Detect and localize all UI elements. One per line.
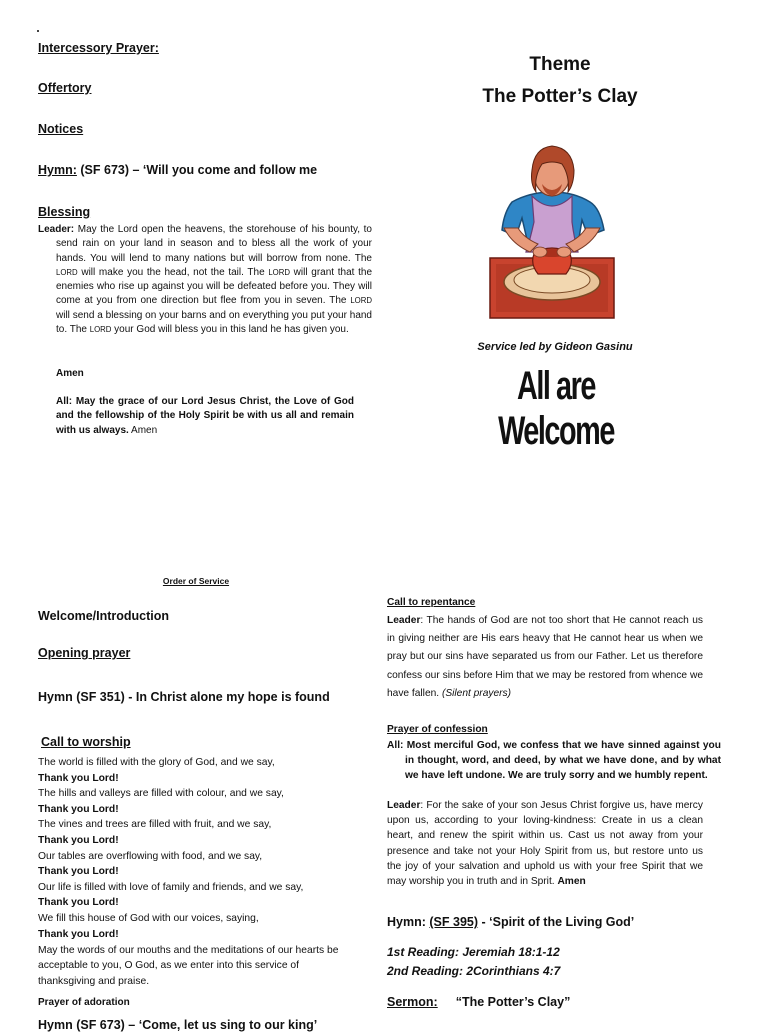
call-line: The world is filled with the glory of God, and we say,: [38, 757, 275, 768]
response-line: Thank you Lord!: [38, 866, 119, 878]
potter-illustration-icon: [482, 140, 622, 322]
call-to-worship-responses: [38, 755, 348, 942]
notices-heading: Notices: [38, 122, 84, 136]
leader-text: will make you the head, not the tail. The: [77, 266, 269, 278]
hymn-351-line: Hymn (SF 351) - In Christ alone my hope is found: [38, 690, 330, 704]
prayer-of-adoration-heading: Prayer of adoration: [38, 997, 130, 1008]
all-label: All:: [387, 740, 404, 751]
response-line: Thank you Lord!: [38, 897, 119, 909]
opening-prayer-heading: Opening prayer: [38, 646, 131, 660]
silent-prayers: (Silent prayers): [441, 687, 512, 699]
sermon-line: [387, 995, 570, 1009]
all-label: All:: [56, 396, 73, 407]
offertory-heading: Offertory: [38, 81, 92, 95]
confession-all-paragraph: [387, 738, 721, 784]
response-line: Thank you Lord!: [38, 928, 119, 940]
repentance-paragraph: [387, 612, 703, 703]
hymn-label: Hymn:: [38, 163, 77, 177]
leader-text: May the Lord open the heavens, the storehouse of his bounty, to send rain on your land in season and to bless all the work of your hands. You will lend to many nations but will borrow from none. The: [56, 224, 372, 264]
hymn-395-ref: (SF 395): [429, 915, 479, 929]
hymn-673-line: [38, 163, 317, 177]
leader-label: Leader: [387, 615, 421, 626]
grace-text: May the grace of our Lord Jesus Christ, the Love of God and the fellowship of the Holy Spirit be with us all and remain with us always.: [56, 396, 354, 436]
repentance-text: : The hands of God are not too short that He cannot reach us in giving neither are His ears heavy that He cannot hear us when we pray but our sins have separated us from our Father. Let us therefore confess our sins before Him that we may be restored from whence we have fallen.: [387, 615, 703, 699]
service-led-by: Service led by Gideon Gasinu: [477, 341, 633, 353]
stray-mark: [37, 30, 39, 32]
leader-label: Leader: [387, 800, 421, 811]
lord-smallcaps: LORD: [350, 296, 372, 306]
call-line: The hills and valleys are filled with colour, and we say,: [38, 788, 284, 800]
leader-label: Leader:: [38, 224, 75, 235]
response-line: Thank you Lord!: [38, 772, 119, 784]
second-reading: 2nd Reading: 2Corinthians 4:7: [387, 964, 561, 978]
welcome-introduction: Welcome/Introduction: [38, 609, 170, 623]
cover-title: The Potter’s Clay: [482, 86, 638, 107]
call-line: Our life is filled with love of family and friends, and we say,: [38, 881, 304, 893]
call-line: The vines and trees are filled with fruit, and we say,: [38, 819, 272, 831]
lord-smallcaps: LORD: [56, 267, 78, 277]
blessing-leader-paragraph: [38, 223, 372, 337]
hymn-673-cut-line: Hymn (SF 673) – ‘Come, let us sing to our king’: [38, 1018, 318, 1032]
lord-smallcaps: LORD: [89, 325, 112, 335]
hymn-label: Hymn:: [387, 915, 426, 929]
theme-label: Theme: [529, 54, 591, 75]
welcome-text: All are Welcome: [498, 364, 614, 453]
call-to-repentance-heading: Call to repentance: [387, 597, 476, 608]
hymn-395-title: - ‘Spirit of the Living God’: [478, 915, 635, 929]
call-line: We fill this house of God with our voices, saying,: [38, 912, 259, 924]
call-to-worship-heading: Call to worship: [41, 735, 131, 749]
confession-amen: Amen: [557, 876, 586, 888]
hymn-673-text: (SF 673) – ‘Will you come and follow me: [76, 163, 318, 177]
leader-text: your God will bless you in this land he has given you.: [111, 324, 349, 336]
leader-text: will grant that the enemies who rise up against you will be defeated before you. They will come at you from one direction but flee from you in seven. The: [56, 266, 372, 307]
prayer-of-confession-heading: Prayer of confession: [387, 724, 488, 735]
grace-amen: Amen: [128, 424, 158, 436]
confession-all-text: Most merciful God, we confess that we have sinned against you in thought, word, and deed, by what we have done, and by what we have left undone. We are truly sorry and we humbly repent.: [403, 740, 721, 782]
confession-leader-paragraph: [387, 798, 703, 889]
blessing-heading: Blessing: [38, 205, 91, 219]
call-line: Our tables are overflowing with food, and we say,: [38, 850, 263, 862]
lord-smallcaps: LORD: [268, 267, 290, 277]
hymn-395-line: [387, 915, 634, 929]
blessing-amen: Amen: [56, 368, 84, 379]
order-of-service-heading: Order of Service: [162, 576, 230, 586]
welcome-banner: [424, 364, 688, 454]
response-line: Thank you Lord!: [38, 803, 119, 815]
call-to-worship-closing: May the words of our mouths and the meditations of our hearts be acceptable to you, O God, as we enter into this service of thanksgiving and praise.: [38, 945, 339, 987]
intercessory-prayer-heading: Intercessory Prayer:: [38, 41, 159, 55]
confession-leader-text: : For the sake of your son Jesus Christ forgive us, have mercy upon us, according to your loving-kindness: Create in us a clean heart, and renew the spirit within us. Cast us not away from your presence and take not your Holy Spirit from us, but restore unto us the joy of your salvation and uphold us with your free Spirit that we may worship you in truth and in Sprit.: [387, 800, 703, 888]
sermon-label: Sermon:: [387, 995, 438, 1009]
leader-text: will send a blessing on your barns and on everything you put your hand to. The: [56, 309, 372, 336]
first-reading: 1st Reading: Jeremiah 18:1-12: [387, 945, 560, 959]
grace-paragraph: [56, 395, 354, 438]
sermon-title: “The Potter’s Clay”: [455, 995, 571, 1009]
response-line: Thank you Lord!: [38, 834, 119, 846]
